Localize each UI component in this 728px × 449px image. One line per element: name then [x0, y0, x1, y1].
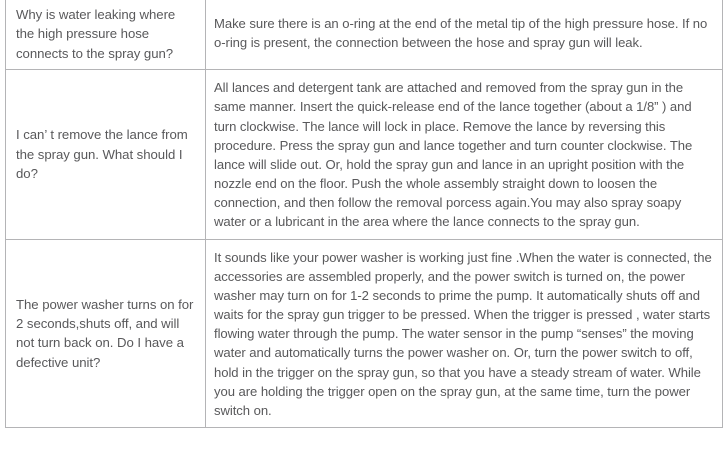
- question-cell: [6, 70, 206, 239]
- question-cell: [6, 239, 206, 428]
- answer-cell: [206, 0, 723, 70]
- table-row: [6, 0, 723, 70]
- answer-cell: [206, 239, 723, 428]
- question-cell: [6, 0, 206, 70]
- table-row: [6, 239, 723, 428]
- answer-text: It sounds like your power washer is working just fine .When the water is connected, the accessories are assembled properly, and the power switch is turned on, the power washer may turn on for 1-2 seconds to prime the pump. It automatically shuts off and waits for the spray gun trigger to be pressed. When the trigger is pressed , water starts flowing water through the pump. The water sensor in the pump “senses” the moving water and automatically turns the power washer on. Or, turn the power switch to off, hold in the trigger on the spray gun, so that you have a steady stream of water. While you are holding the trigger open on the spray gun, at the same time, turn the power switch on.: [214, 249, 712, 418]
- answer-text: Make sure there is an o-ring at the end of the metal tip of the high pressure hose. If no o-ring is present, the connection between the hose and spray gun will leak.: [214, 15, 708, 51]
- faq-table: [5, 0, 723, 428]
- question-text: I can’ t remove the lance from the spray gun. What should I do?: [16, 127, 188, 182]
- answer-cell: [206, 70, 723, 239]
- question-text: The power washer turns on for 2 seconds,shuts off, and will not turn back on. Do I have a defective unit?: [16, 296, 194, 370]
- answer-text: All lances and detergent tank are attached and removed from the spray gun in the same manner. Insert the quick-release end of the lance together (about a 1/8” ) and turn clockwise. The lance will lock in place. Remove the lance by reversing this procedure. Press the spray gun and lance together and turn counter clockwise. The lance will slide out. Or, hold the spray gun and lance in an upright position with the nozzle end on the floor. Push the whole assembly straight down to loosen the connection, and then follow the removal porcess again.You may also spray soapy water or a lubricant in the area where the lance connects to the spray gun.: [214, 80, 693, 230]
- faq-table-container: [5, 0, 722, 428]
- table-row: [6, 70, 723, 239]
- question-text: Why is water leaking where the high pressure hose connects to the spray gun?: [16, 7, 176, 61]
